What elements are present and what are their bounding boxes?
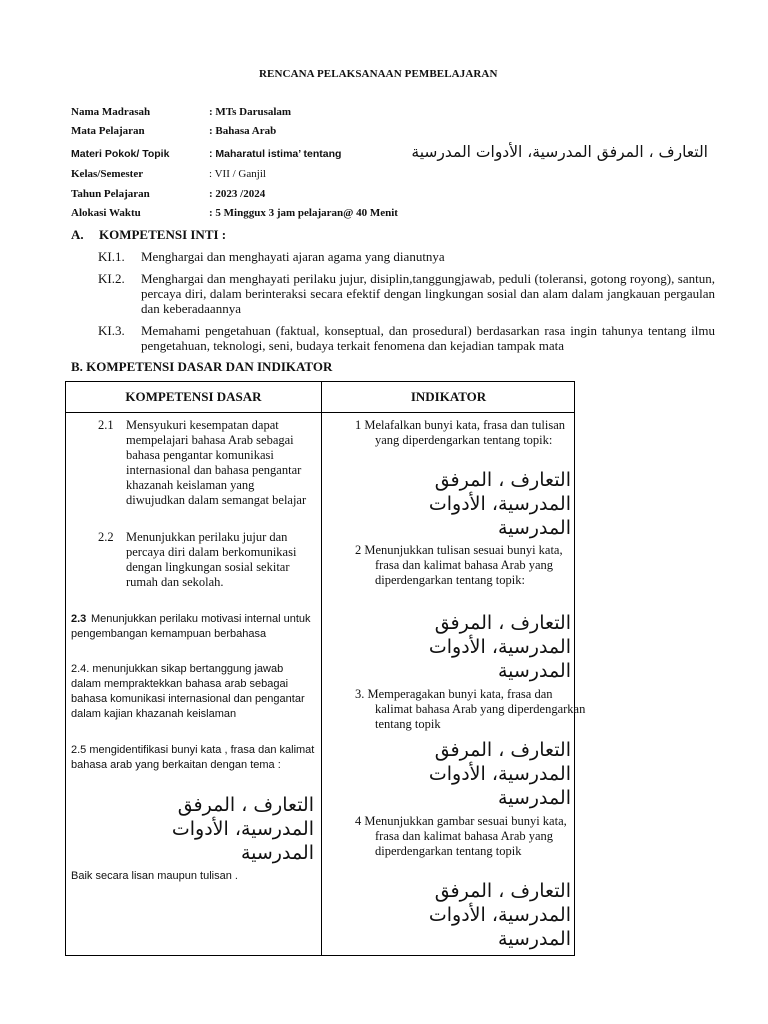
indikator-arabic: التعارف ، المرفق المدرسية، الأدوات المدرسية: [428, 612, 571, 682]
kd-text: 2.5 mengidentifikasi bunyi kata , frasa dan kalimat bahasa arab yang berkaitan dengan tema :: [71, 744, 315, 771]
kd-indikator-table: [65, 381, 586, 956]
meta-label-kelas: Kelas/Semester: [71, 168, 144, 180]
meta-value-tahun: : 2023 /2024: [209, 188, 266, 200]
meta-value-materi: : Maharatul istima’ tentang: [209, 148, 342, 160]
meta-value-madrasah: : MTs Darusalam: [209, 106, 292, 118]
table-header-kd: KOMPETENSI DASAR: [125, 389, 262, 404]
indikator-text: 3. Memperagakan bunyi kata, frasa dan kalimat bahasa Arab yang diperdengarkan tentang topik: [355, 687, 586, 731]
ki-text: Memahami pengetahuan (faktual, konseptual, dan prosedural) berdasarkan rasa ingin tahunya tentang ilmu pengetahuan, teknologi, seni, budaya terkait fenomena dan kejadian tampak mata: [141, 323, 715, 353]
meta-label-tahun: Tahun Pelajaran: [71, 188, 150, 200]
kd-number: 2.1: [98, 418, 114, 432]
document-title: RENCANA PELAKSANAAN PEMBELAJARAN: [259, 68, 498, 80]
kd-text: Menunjukkan perilaku jujur dan percaya diri dalam berkomunikasi dengan lingkungan sosial sekitar rumah dan sekolah.: [126, 530, 297, 589]
indikator-arabic: التعارف ، المرفق المدرسية، الأدوات المدرسية: [428, 469, 571, 539]
ki-text: Menghargai dan menghayati perilaku jujur, disiplin,tanggungjawab, peduli (toleransi, gotong royong), santun, percaya diri, dalam berinteraksi secara efektif dengan lingkungan sosial dan alam dalam jangkauan pergaulan dan keberadaannya: [141, 271, 715, 316]
indikator-text: 4 Menunjukkan gambar sesuai bunyi kata, frasa dan kalimat bahasa Arab yang diperdengarkan tentang topik: [355, 814, 567, 858]
ki-number: KI.1.: [98, 249, 125, 264]
meta-value-kelas: : VII / Ganjil: [209, 168, 266, 180]
table-column-divider: [321, 382, 322, 955]
kd-arabic-topic: التعارف ، المرفق المدرسية، الأدوات المدرسية: [171, 794, 314, 864]
kd-text: Menunjukkan perilaku motivasi internal untuk pengembangan kemampuan berbahasa: [71, 613, 311, 640]
meta-label-alokasi: Alokasi Waktu: [71, 207, 141, 219]
ki-text: Menghargai dan menghayati ajaran agama yang dianutnya: [141, 249, 445, 264]
meta-value-alokasi: : 5 Minggux 3 jam pelajaran@ 40 Menit: [209, 207, 398, 219]
meta-arabic-materi: التعارف ، المرفق المدرسية، الأدوات المدرسية: [411, 143, 708, 161]
kd-text: 2.4. menunjukkan sikap bertanggung jawab dalam mempraktekkan bahasa arab sebagai bahasa komunikasi internasional dan pengantar dalam kajian khazanah keislaman: [71, 663, 305, 720]
ki-number: KI.2.: [98, 271, 125, 286]
meta-label-madrasah: Nama Madrasah: [71, 106, 151, 118]
indikator-arabic: التعارف ، المرفق المدرسية، الأدوات المدرسية: [428, 880, 571, 950]
indikator-text: 2 Menunjukkan tulisan sesuai bunyi kata, frasa dan kalimat bahasa Arab yang diperdengarkan tentang topik:: [355, 543, 563, 587]
ki-number: KI.3.: [98, 323, 125, 338]
kd-number: 2.3: [71, 613, 87, 625]
table-header-indikator: INDIKATOR: [410, 389, 487, 404]
indikator-arabic: التعارف ، المرفق المدرسية، الأدوات المدرسية: [428, 739, 571, 809]
meta-value-mapel: : Bahasa Arab: [209, 125, 277, 137]
kd-footer: Baik secara lisan maupun tulisan .: [71, 870, 238, 882]
kd-number: 2.2: [98, 530, 114, 544]
section-a-title: KOMPETENSI INTI :: [99, 227, 227, 242]
kd-text: Mensyukuri kesempatan dapat mempelajari bahasa Arab sebagai bahasa pengantar komunikasi internasional dan bahasa pengantar khazanah keislaman yang diwujudkan dalam semangat belajar: [126, 418, 307, 507]
section-a-letter: A.: [71, 227, 84, 242]
meta-label-materi: Materi Pokok/ Topik: [71, 148, 170, 160]
section-b-title: B. KOMPETENSI DASAR DAN INDIKATOR: [71, 359, 333, 374]
indikator-text: 1 Melafalkan bunyi kata, frasa dan tulisan yang diperdengarkan tentang topik:: [355, 418, 565, 447]
meta-label-mapel: Mata Pelajaran: [71, 125, 145, 137]
